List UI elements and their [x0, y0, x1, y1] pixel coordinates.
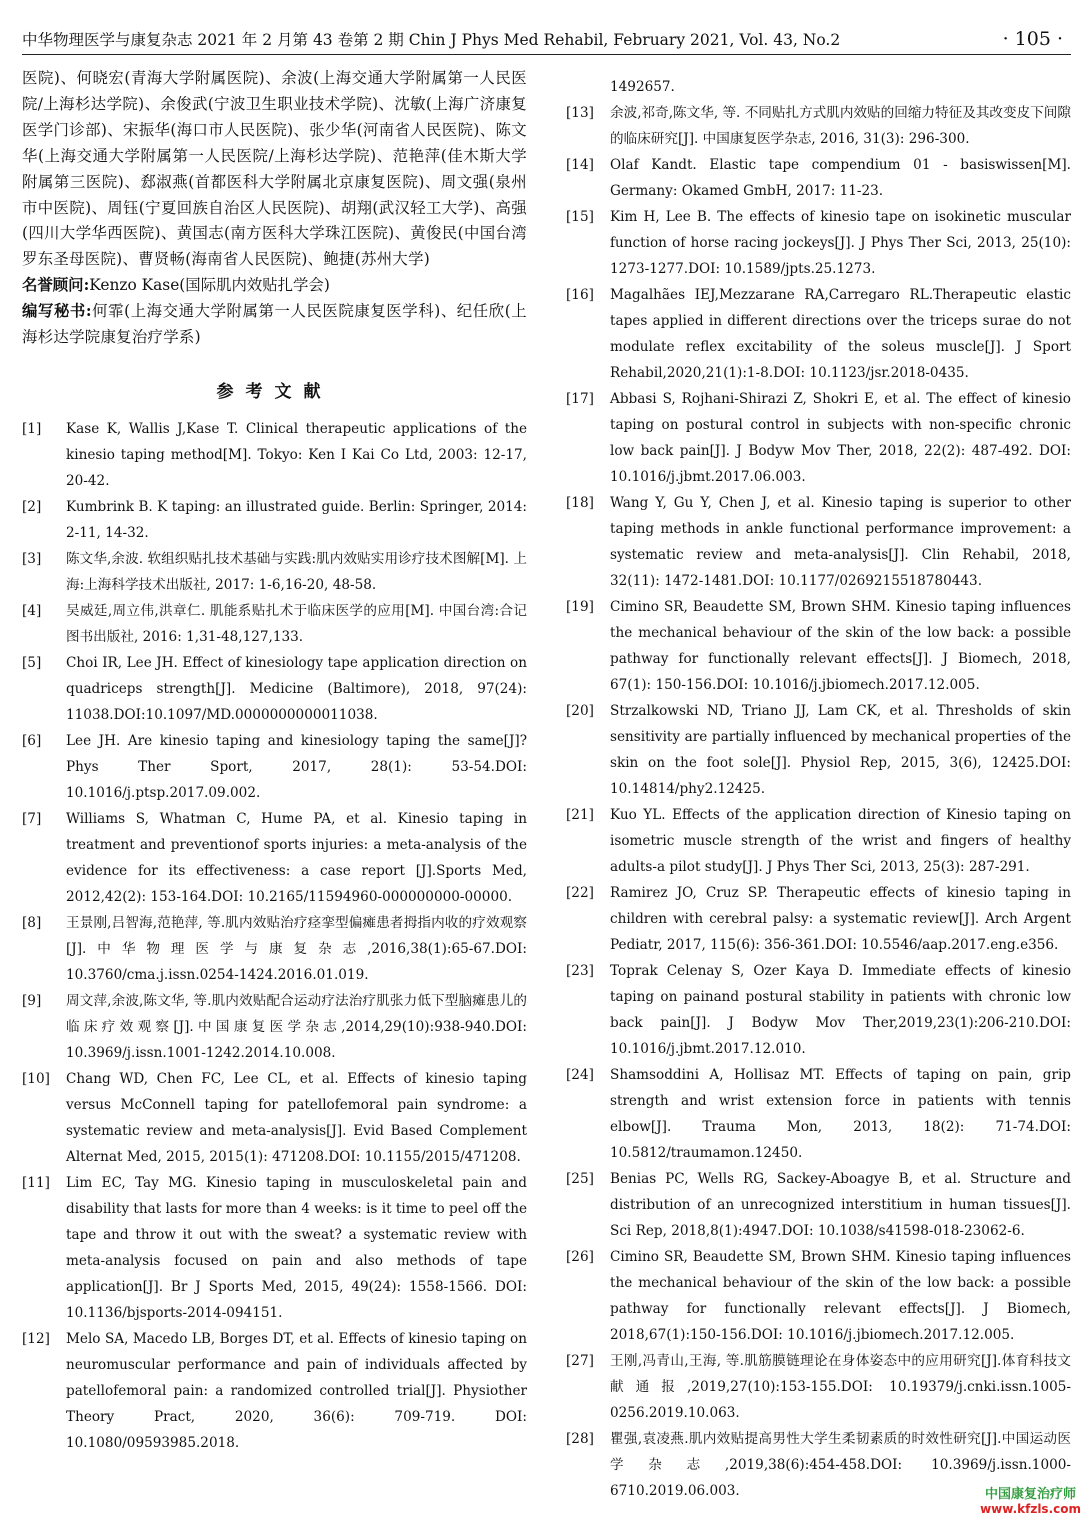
reference-number: [9] — [22, 992, 42, 1009]
reference-number: [15] — [566, 209, 594, 225]
advisor-text: Kenzo Kase(国际肌内效贴扎学会) — [89, 276, 330, 295]
reference-text: 王景刚,吕智海,范艳萍, 等.肌内效贴治疗痉挛型偏瘫患者拇指内收的疗效观察[J].中华物理医学与康复杂志,2016,38(1):65-67.DOI: 10.3760/cma.j.issn.0254-1424.2016.01.019. — [66, 914, 527, 983]
reference-number: [20] — [566, 703, 594, 719]
reference-text: Williams S, Whatman C, Hume PA, et al. Kinesio taping in treatment and preventionof sports injuries: a meta-analysis of the evidence for its effectiveness: a case report [J].Sports Med, 2012,42(2): 153-164.DOI: 10.2165/11594960-000000000-00000. — [66, 810, 527, 905]
reference-text: Ramirez JO, Cruz SP. Therapeutic effects of kinesio taping in children with cerebral palsy: a systematic review[J]. Arch Argent Pediatr, 2017, 115(6): 356-361.DOI: 10.5546/aap.2017.eng.e356. — [610, 885, 1071, 953]
reference-text: Choi IR, Lee JH. Effect of kinesiology tape application direction on quadriceps strength[J]. Medicine (Baltimore), 2018, 97(24): 11038.DOI:10.1097/MD.0000000000011038. — [66, 654, 527, 723]
reference-text: Kumbrink B. K taping: an illustrated guide. Berlin: Springer, 2014: 2-11, 14-32. — [66, 498, 527, 541]
reference-item — [566, 386, 1071, 490]
reference-item — [566, 698, 1071, 802]
reference-text: Lee JH. Are kinesio taping and kinesiology taping the same[J]? Phys Ther Sport, 2017, 28(1): 53-54.DOI: 10.1016/j.ptsp.2017.09.002. — [66, 732, 527, 801]
reference-text: 王刚,冯青山,王海, 等.肌筋膜链理论在身体姿态中的应用研究[J].体育科技文献通报,2019,27(10):153-155.DOI: 10.19379/j.cnki.issn.1005-0256.2019.10.063. — [610, 1353, 1071, 1421]
reference-number: [17] — [566, 391, 594, 407]
reference-number: [27] — [566, 1353, 594, 1369]
reference-text: Strzalkowski ND, Triano JJ, Lam CK, et al. Thresholds of skin sensitivity are partially influenced by mechanical properties of the skin on the foot sole[J]. Physiol Rep, 2015, 3(6), 12425.DOI: 10.14814/phy2.12425. — [610, 703, 1071, 797]
reference-item — [566, 1062, 1071, 1166]
page-number: · 105 · — [1002, 28, 1063, 50]
reference-item — [566, 490, 1071, 594]
reference-number: [10] — [22, 1070, 50, 1087]
reference-list-left — [22, 416, 527, 1456]
reference-item — [566, 100, 1071, 152]
contributors-paragraph: 医院)、何晓宏(青海大学附属医院)、余波(上海交通大学附属第一人民医院/上海杉达学院)、余俊武(宁波卫生职业技术学院)、沈敏(上海广济康复医学门诊部)、宋振华(海口市人民医院)、张少华(河南省人民医院)、陈文华(上海交通大学附属第一人民医院/上海杉达学院)、范艳萍(佳木斯大学附属第三医院)、郄淑燕(首都医科大学附属北京康复医院)、周文强(泉州市中医院)、周钰(宁夏回族自治区人民医院)、胡翔(武汉轻工大学)、高强(四川大学华西医院)、黄国志(南方医科大学珠江医院)、黄俊民(中国台湾罗东圣母医院)、曹贤畅(海南省人民医院)、鲍捷(苏州大学) — [22, 69, 527, 269]
reference-number: [18] — [566, 495, 594, 511]
reference-continuation: 1492657. — [610, 79, 675, 95]
reference-number: [13] — [566, 105, 594, 121]
reference-text: Shamsoddini A, Hollisaz MT. Effects of taping on pain, grip strength and wrist extension force in patients with tennis elbow[J]. Trauma Mon, 2013, 18(2): 71-74.DOI: 10.5812/traumamon.12450. — [610, 1067, 1071, 1161]
reference-text: Kim H, Lee B. The effects of kinesio tape on isokinetic muscular function of horse racing jockeys[J]. J Phys Ther Sci, 2013, 25(10): 1273-1277.DOI: 10.1589/jpts.25.1273. — [610, 209, 1071, 277]
reference-item — [22, 806, 527, 910]
reference-text: Wang Y, Gu Y, Chen J, et al. Kinesio taping is superior to other taping methods in ankle functional performance improvement: a systematic review and meta-analysis[J]. Clin Rehabil, 2018, 32(11): 1472-1481.DOI: 10.1177/0269215518780443. — [610, 495, 1071, 589]
reference-text: Melo SA, Macedo LB, Borges DT, et al. Effects of kinesio taping on neuromuscular performance and pain of individuals affected by patellofemoral pain: a randomized controlled trial[J]. Physiother Theory Pract, 2020, 36(6): 709-719. DOI: 10.1080/09593985.2018. — [66, 1330, 527, 1451]
reference-item — [22, 416, 527, 494]
reference-number: [2] — [22, 498, 42, 515]
reference-number: [28] — [566, 1431, 594, 1447]
reference-item — [566, 802, 1071, 880]
reference-number: [3] — [22, 550, 42, 567]
reference-number: [26] — [566, 1249, 594, 1265]
reference-item — [566, 958, 1071, 1062]
reference-number: [14] — [566, 157, 594, 173]
honorary-advisor — [22, 273, 527, 299]
reference-item — [22, 988, 527, 1066]
watermark-url: www.kfzls.com — [980, 1502, 1081, 1516]
reference-text: Kase K, Wallis J,Kase T. Clinical therapeutic applications of the kinesio taping method[M]. Tokyo: Ken I Kai Co Ltd, 2003: 12-17, 20-42. — [66, 420, 527, 489]
reference-number: [12] — [22, 1330, 50, 1347]
reference-text: Olaf Kandt. Elastic tape compendium 01 - basiswissen[M]. Germany: Okamed GmbH, 2017: 11-23. — [610, 157, 1071, 199]
reference-number: [11] — [22, 1174, 50, 1191]
reference-number: [21] — [566, 807, 594, 823]
reference-text: Lim EC, Tay MG. Kinesio taping in musculoskeletal pain and disability that lasts for more than 4 weeks: is it time to peel off the tape and throw it out with the sweat? a systematic review with meta-analysis focused on pain and also methods of tape application[J]. Br J Sports Med, 2015, 49(24): 1558-1566. DOI: 10.1136/bjsports-2014-094151. — [66, 1174, 527, 1321]
reference-text: Chang WD, Chen FC, Lee CL, et al. Effects of kinesio taping versus McConnell taping for patellofemoral pain syndrome: a systematic review and meta-analysis[J]. Evid Based Complement Alternat Med, 2015, 2015(1): 471208.DOI: 10.1155/2015/471208. — [66, 1070, 527, 1165]
reference-text: 吴威廷,周立伟,洪章仁. 肌能系贴扎术于临床医学的应用[M]. 中国台湾:合记图书出版社, 2016: 1,31-48,127,133. — [66, 602, 527, 645]
running-header — [22, 20, 1071, 55]
reference-item — [566, 204, 1071, 282]
reference-item — [22, 728, 527, 806]
reference-number: [24] — [566, 1067, 594, 1083]
advisor-label: 名誉顾问: — [22, 276, 90, 295]
reference-number: [8] — [22, 914, 42, 931]
reference-item — [566, 1244, 1071, 1348]
reference-text: Abbasi S, Rojhani-Shirazi Z, Shokri E, et al. The effect of kinesio taping on postural control in subjects with non-specific chronic low back pain[J]. J Bodyw Mov Ther, 2018, 22(2): 487-492. DOI: 10.1016/j.jbmt.2017.06.003. — [610, 391, 1071, 485]
reference-number: [5] — [22, 654, 42, 671]
editorial-secretary — [22, 299, 527, 351]
reference-item — [22, 546, 527, 598]
reference-text: Benias PC, Wells RG, Sackey-Aboagye B, et al. Structure and distribution of an unrecognized interstitium in human tissues[J]. Sci Rep, 2018,8(1):4947.DOI: 10.1038/s41598-018-23062-6. — [610, 1171, 1071, 1239]
site-watermark — [980, 1488, 1081, 1516]
reference-item — [566, 1166, 1071, 1244]
reference-item — [22, 1066, 527, 1170]
reference-number: [4] — [22, 602, 42, 619]
reference-item — [566, 152, 1071, 204]
reference-text: 陈文华,余波. 软组织贴扎技术基础与实践:肌内效贴实用诊疗技术图解[M]. 上海:上海科学技术出版社, 2017: 1-6,16-20, 48-58. — [66, 550, 527, 593]
reference-text: 周文萍,余波,陈文华, 等.肌内效贴配合运动疗法治疗肌张力低下型脑瘫患儿的临床疗效观察[J].中国康复医学杂志,2014,29(10):938-940.DOI: 10.3969/j.issn.1001-1242.2014.10.008. — [66, 992, 527, 1061]
reference-text: Kuo YL. Effects of the application direction of Kinesio taping on isometric muscle strength of the wrist and fingers of healthy adults-a pilot study[J]. J Phys Ther Sci, 2013, 25(3): 287-291. — [610, 807, 1071, 875]
reference-item — [566, 880, 1071, 958]
reference-number: [7] — [22, 810, 42, 827]
left-column — [22, 66, 527, 1456]
journal-citation: 中华物理医学与康复杂志 2021 年 2 月第 43 卷第 2 期 Chin J Phys Med Rehabil, February 2021, Vol. 43, No.2 — [22, 31, 841, 49]
reference-number: [16] — [566, 287, 594, 303]
reference-item — [566, 282, 1071, 386]
reference-number: [22] — [566, 885, 594, 901]
watermark-title: 中国康复治疗师 — [985, 1487, 1077, 1502]
reference-item — [22, 650, 527, 728]
reference-text: 瞿强,袁凌燕.肌内效贴提高男性大学生柔韧素质的时效性研究[J].中国运动医学杂志,2019,38(6):454-458.DOI: 10.3969/j.issn.1000-6710.2019.06.003. — [610, 1431, 1071, 1499]
secretary-text: 何霏(上海交通大学附属第一人民医院康复医学科)、纪任欣(上海杉达学院康复治疗学系) — [22, 302, 527, 347]
reference-text: 余波,祁奇,陈文华, 等. 不同贴扎方式肌内效贴的回缩力特征及其改变皮下间隙的临床研究[J]. 中国康复医学杂志, 2016, 31(3): 296-300. — [610, 105, 1071, 147]
reference-item — [22, 910, 527, 988]
reference-text: Cimino SR, Beaudette SM, Brown SHM. Kinesio taping influences the mechanical behaviour of the skin of the low back: a possible pathway for functionally relevant effects[J]. J Biomech, 2018,67(1):150-156.DOI: 10.1016/j.jbiomech.2017.12.005. — [610, 1249, 1071, 1343]
references-title: 参考文献 — [216, 381, 333, 402]
reference-number: [6] — [22, 732, 42, 749]
reference-item — [566, 1348, 1071, 1426]
reference-number: [25] — [566, 1171, 594, 1187]
reference-item — [22, 1326, 527, 1456]
right-column — [566, 74, 1071, 1504]
reference-item — [22, 1170, 527, 1326]
reference-text: Toprak Celenay S, Ozer Kaya D. Immediate effects of kinesio taping on painand postural stability in patients with chronic low back pain[J]. J Bodyw Mov Ther,2019,23(1):206-210.DOI: 10.1016/j.jbmt.2017.12.010. — [610, 963, 1071, 1057]
reference-text: Magalhães IEJ,Mezzarane RA,Carregaro RL.Therapeutic elastic tapes applied in different directions over the triceps surae do not modulate reflex excitability of the soleus muscle[J]. J Sport Rehabil,2020,21(1):1-8.DOI: 10.1123/jsr.2018-0435. — [610, 287, 1071, 381]
reference-number: [1] — [22, 420, 42, 437]
reference-number: [23] — [566, 963, 594, 979]
secretary-label: 编写秘书: — [22, 302, 92, 321]
reference-item — [566, 594, 1071, 698]
reference-item — [22, 494, 527, 546]
reference-item — [22, 598, 527, 650]
reference-list-right — [566, 100, 1071, 1504]
reference-number: [19] — [566, 599, 594, 615]
reference-text: Cimino SR, Beaudette SM, Brown SHM. Kinesio taping influences the mechanical behaviour of the skin of the low back: a possible pathway for functionally relevant effects[J]. J Biomech, 2018, 67(1): 150-156.DOI: 10.1016/j.jbiomech.2017.12.005. — [610, 599, 1071, 693]
